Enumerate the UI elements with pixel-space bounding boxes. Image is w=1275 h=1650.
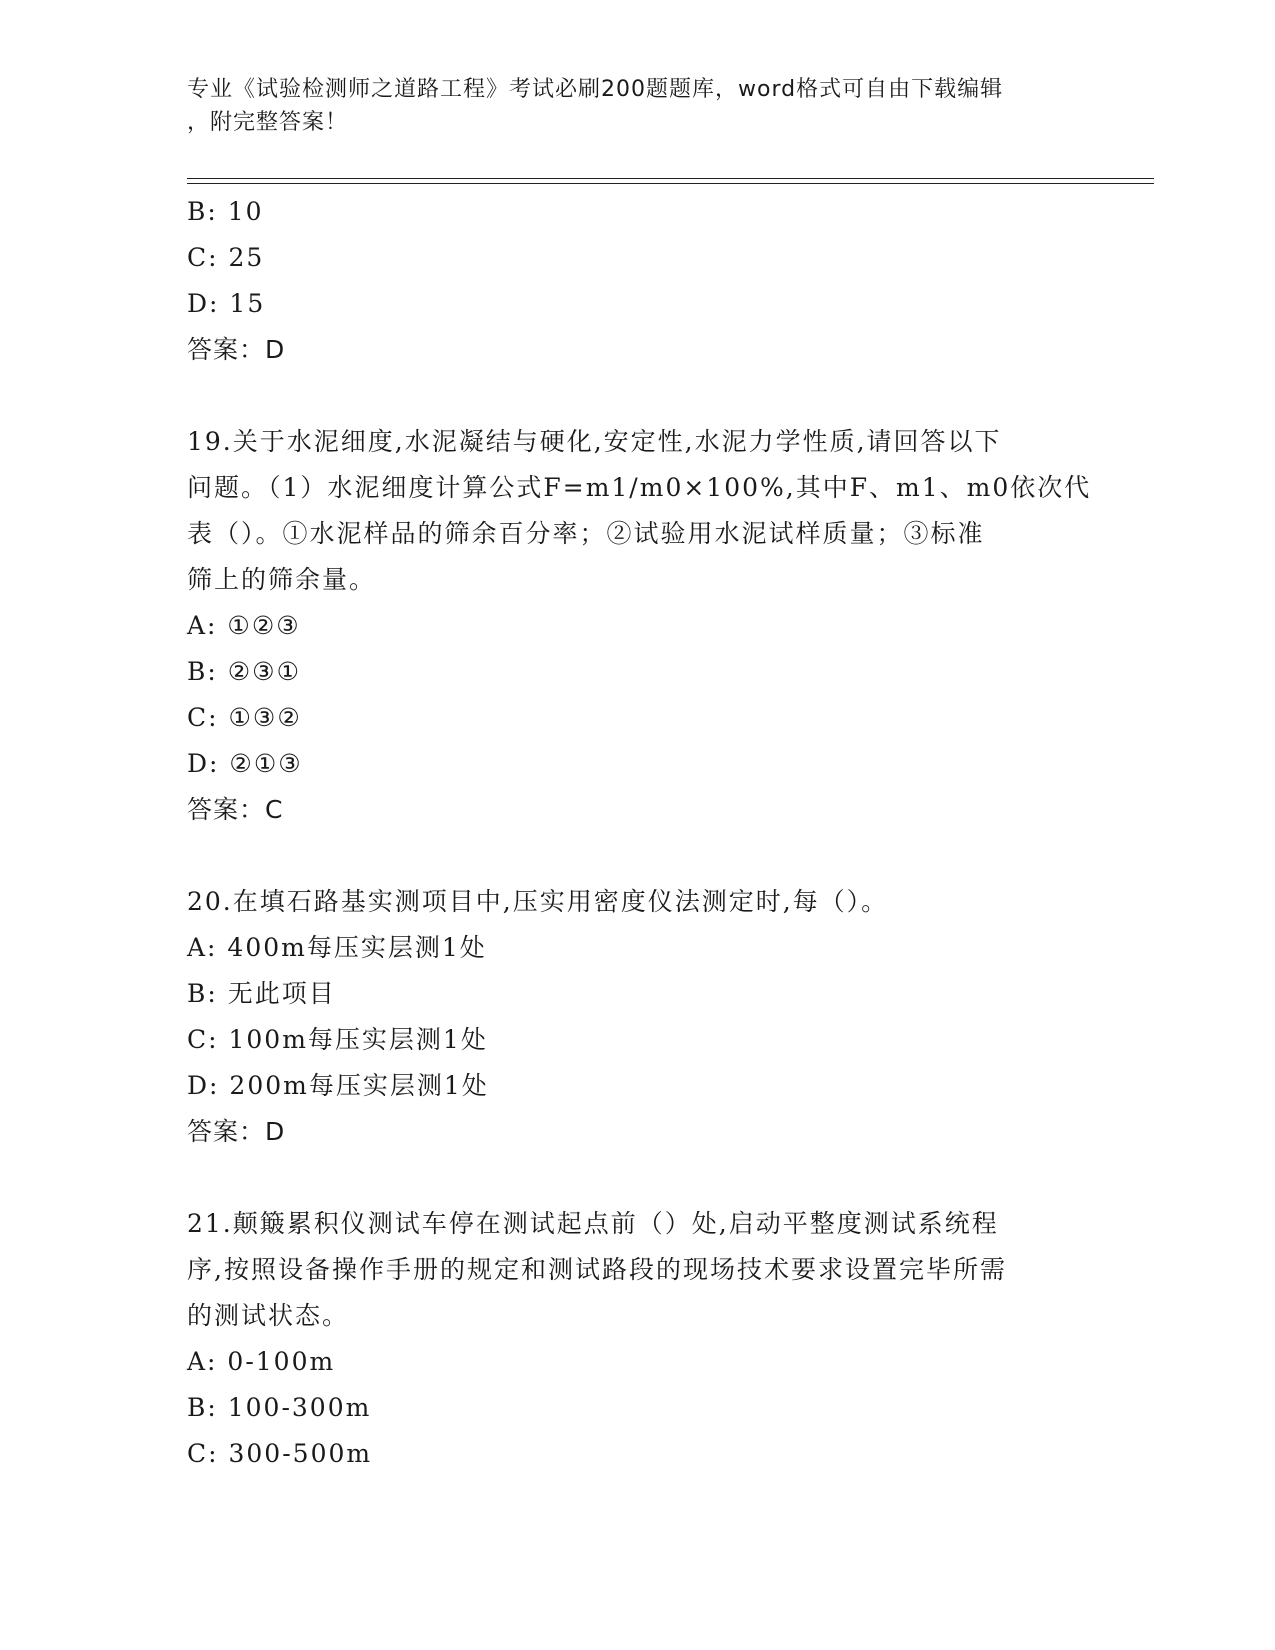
header-title-line-2: ，附完整答案！ [187,110,349,135]
answer-line: 答案：D [187,335,286,364]
question-text-line: 表（）。①水泥样品的筛余百分率；②试验用水泥试样质量；③标准 [187,519,985,548]
option-d: D: 200m每压实层测1处 [187,1071,489,1100]
question-19 [187,419,1092,833]
option-a: A: ①②③ [187,611,301,640]
option-c: C: ①③② [187,703,302,732]
spacer [187,833,1087,879]
question-text-line: 序,按照设备操作手册的规定和测试路段的现场技术要求设置完毕所需 [187,1255,1007,1284]
spacer [187,373,1087,419]
question-text-line: 问题。（1）水泥细度计算公式F=m1/m0×100%,其中F、m1、m0依次代 [187,473,1092,502]
question-text-line: 筛上的筛余量。 [187,565,377,594]
spacer [187,1155,1087,1201]
header-divider-bottom [187,183,1154,184]
option-c: C: 300-500m [187,1439,373,1468]
document-body [187,189,1092,1477]
option-a: A: 0-100m [187,1347,336,1376]
option-d: D: ②①③ [187,749,303,778]
question-text-line: 21.颠簸累积仪测试车停在测试起点前（）处,启动平整度测试系统程 [187,1209,999,1238]
option-a: A: 400m每压实层测1处 [187,933,487,962]
option-b: B: ②③① [187,657,301,686]
question-text-line: 的测试状态。 [187,1301,350,1330]
question-text-line: 20.在填石路基实测项目中,压实用密度仪法测定时,每（）。 [187,887,889,916]
option-c: C: 25 [187,243,265,272]
option-b: B: 无此项目 [187,979,336,1008]
option-d: D: 15 [187,289,266,318]
header-title-line-1: 专业《试验检测师之道路工程》考试必刷200题题库，word格式可自由下载编辑 [187,77,1004,102]
question-20 [187,879,1087,1155]
header-divider-top [187,178,1154,179]
question-21 [187,1201,1087,1477]
answer-line: 答案：C [187,795,284,824]
option-b: B: 100-300m [187,1393,372,1422]
answer-line: 答案：D [187,1117,286,1146]
question-text-line: 19.关于水泥细度,水泥凝结与硬化,安定性,水泥力学性质,请回答以下 [187,427,1002,456]
option-c: C: 100m每压实层测1处 [187,1025,488,1054]
question-18-tail [187,189,1087,373]
option-b: B: 10 [187,197,264,226]
document-header [187,73,1067,139]
